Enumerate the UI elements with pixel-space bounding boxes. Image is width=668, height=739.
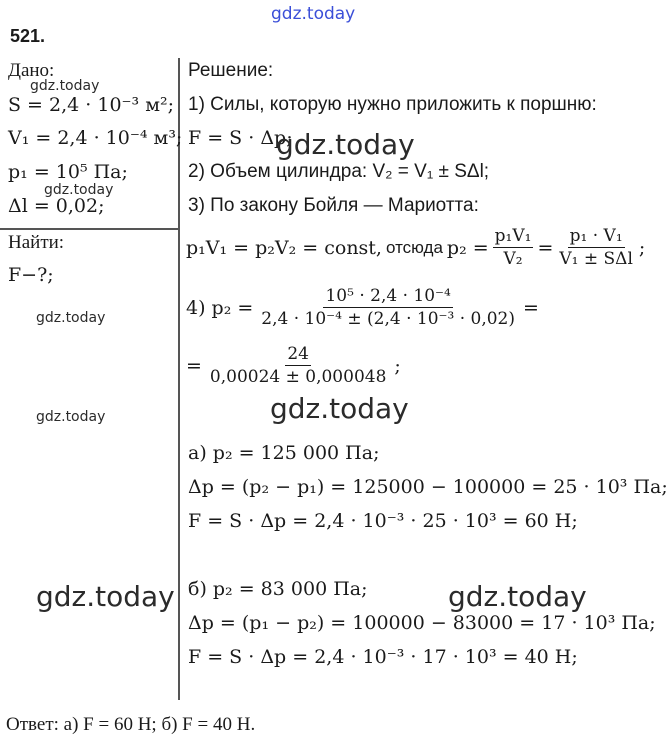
case-b-delta-p: Δp = (p₁ − p₂) = 100000 − 83000 = 17 · 10³ Па;: [188, 612, 656, 634]
watermark-top: gdz.today: [271, 4, 356, 24]
watermark-left-1: gdz.today: [36, 310, 106, 326]
fraction-denominator: 0,00024 ± 0,000048: [209, 367, 387, 387]
find-item: F−?;: [8, 264, 54, 286]
fraction-numerator: p₁ · V₁: [569, 226, 623, 246]
watermark-left-2: gdz.today: [36, 409, 106, 425]
boyle-equation: [186, 226, 645, 269]
fraction-p1v1-v2: [493, 226, 534, 269]
semicolon: ;: [394, 354, 401, 377]
watermark-big-1: gdz.today: [276, 128, 415, 161]
solution-step-2: 2) Объем цилиндра: V₂ = V₁ ± SΔl;: [188, 161, 490, 182]
watermark-big-2: gdz.today: [270, 392, 409, 425]
case-b-pressure: б) p₂ = 83 000 Па;: [188, 578, 368, 600]
equals-sign: =: [537, 236, 554, 259]
given-find-divider: [0, 228, 178, 230]
given-volume: V₁ = 2,4 · 10⁻⁴ м³;: [8, 127, 183, 149]
fraction-numerator: 24: [287, 344, 309, 364]
equals-sign: =: [523, 296, 539, 319]
semicolon: ;: [638, 236, 646, 259]
boyle-p2: p₂ =: [446, 236, 489, 259]
given-area: S = 2,4 · 10⁻³ м²;: [8, 94, 175, 116]
fraction-simplified: [208, 344, 388, 387]
given-displacement: Δl = 0,02;: [8, 195, 105, 217]
solution-step-1-formula: F = S · Δp;: [188, 127, 293, 149]
step-4-equation: [186, 286, 539, 329]
watermark-big-3: gdz.today: [36, 580, 175, 613]
boyle-text: отсюда: [385, 237, 443, 257]
step-4-label: 4) p₂ =: [186, 296, 254, 319]
find-heading: Найти:: [8, 232, 65, 253]
fraction-expanded: [557, 226, 635, 269]
fraction-numerator: p₁V₁: [494, 226, 532, 246]
solution-step-1: 1) Силы, которую нужно приложить к поршню:: [188, 94, 597, 115]
table-vertical-divider: [178, 58, 180, 700]
solution-step-3: 3) По закону Бойля — Мариотта:: [188, 195, 479, 216]
answer: Ответ: а) F = 60 Н; б) F = 40 Н.: [6, 714, 256, 735]
boyle-left: p₁V₁ = p₂V₂ = const,: [186, 236, 382, 259]
equals-sign: =: [186, 354, 202, 377]
step-4-continued: [186, 344, 401, 387]
fraction-denominator: V₁ ± SΔl: [559, 249, 633, 269]
fraction-numeric: [259, 286, 517, 329]
watermark-big-4: gdz.today: [448, 580, 587, 613]
fraction-numerator: 10⁵ · 2,4 · 10⁻⁴: [325, 286, 451, 306]
watermark-given-1: gdz.today: [30, 78, 100, 94]
problem-number: 521.: [10, 26, 46, 46]
fraction-denominator: 2,4 · 10⁻⁴ ± (2,4 · 10⁻³ · 0,02): [261, 309, 515, 329]
given-heading: Дано:: [8, 60, 55, 81]
case-a-delta-p: Δp = (p₂ − p₁) = 125000 − 100000 = 25 · 10³ Па;: [188, 476, 668, 498]
fraction-denominator: V₂: [503, 249, 523, 269]
given-pressure: p₁ = 10⁵ Па;: [8, 161, 128, 183]
case-a-pressure: а) p₂ = 125 000 Па;: [188, 442, 380, 464]
solution-heading: Решение:: [188, 60, 274, 81]
case-b-force: F = S · Δp = 2,4 · 10⁻³ · 17 · 10³ = 40 Н;: [188, 646, 578, 668]
case-a-force: F = S · Δp = 2,4 · 10⁻³ · 25 · 10³ = 60 Н;: [188, 510, 578, 532]
watermark-given-2: gdz.today: [44, 182, 114, 198]
